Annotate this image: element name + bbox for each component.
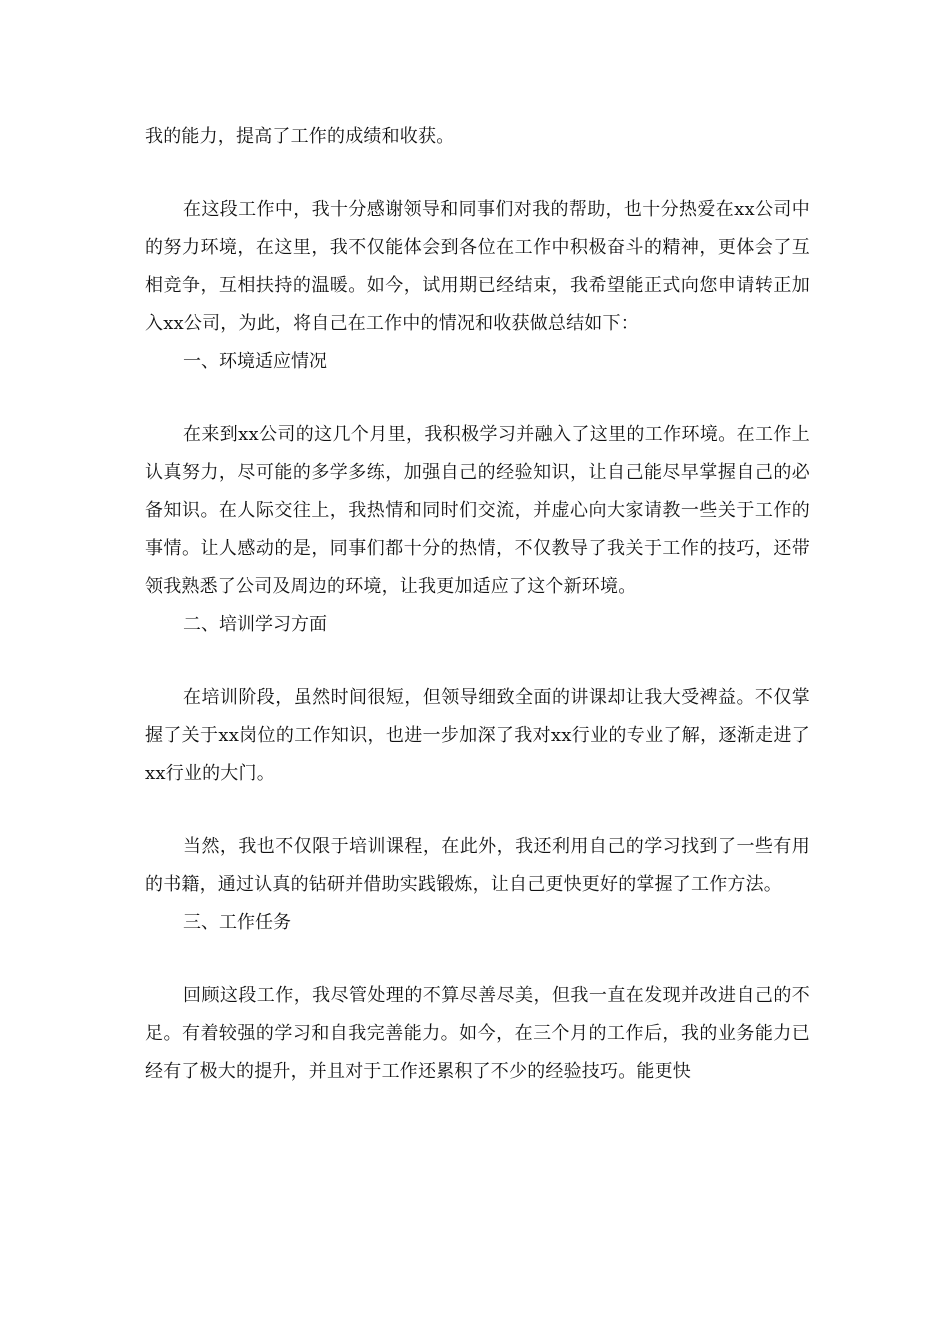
- section-heading-environment: 一、环境适应情况: [183, 351, 327, 372]
- section-heading-tasks: 三、工作任务: [183, 912, 291, 933]
- paragraph-continued: 我的能力，提高了工作的成绩和收获。: [145, 126, 455, 147]
- document-body: [145, 118, 810, 1091]
- paragraph-training: 在培训阶段，虽然时间很短，但领导细致全面的讲课却让我大受裨益。不仅掌握了关于xx岗位的工作知识，也进一步加深了我对xx行业的专业了解，逐渐走进了xx行业的大门。: [145, 687, 810, 784]
- paragraph-tasks: 回顾这段工作，我尽管处理的不算尽善尽美，但我一直在发现并改进自己的不足。有着较强的学习和自我完善能力。如今，在三个月的工作后，我的业务能力已经有了极大的提升，并且对于工作还累积了不少的经验技巧。能更快: [145, 985, 810, 1082]
- paragraph-intro: 在这段工作中，我十分感谢领导和同事们对我的帮助，也十分热爱在xx公司中的努力环境，在这里，我不仅能体会到各位在工作中积极奋斗的精神，更体会了互相竞争，互相扶持的温暖。如今，试用期已经结束，我希望能正式向您申请转正加入xx公司，为此，将自己在工作中的情况和收获做总结如下：: [145, 199, 810, 334]
- section-heading-training: 二、培训学习方面: [183, 614, 327, 635]
- paragraph-self-study: 当然，我也不仅限于培训课程，在此外，我还利用自己的学习找到了一些有用的书籍，通过认真的钻研并借助实践锻炼，让自己更快更好的掌握了工作方法。: [145, 836, 810, 895]
- paragraph-environment: 在来到xx公司的这几个月里，我积极学习并融入了这里的工作环境。在工作上认真努力，尽可能的多学多练，加强自己的经验知识，让自己能尽早掌握自己的必备知识。在人际交往上，我热情和同时们交流，并虚心向大家请教一些关于工作的事情。让人感动的是，同事们都十分的热情，不仅教导了我关于工作的技巧，还带领我熟悉了公司及周边的环境，让我更加适应了这个新环境。: [145, 424, 810, 597]
